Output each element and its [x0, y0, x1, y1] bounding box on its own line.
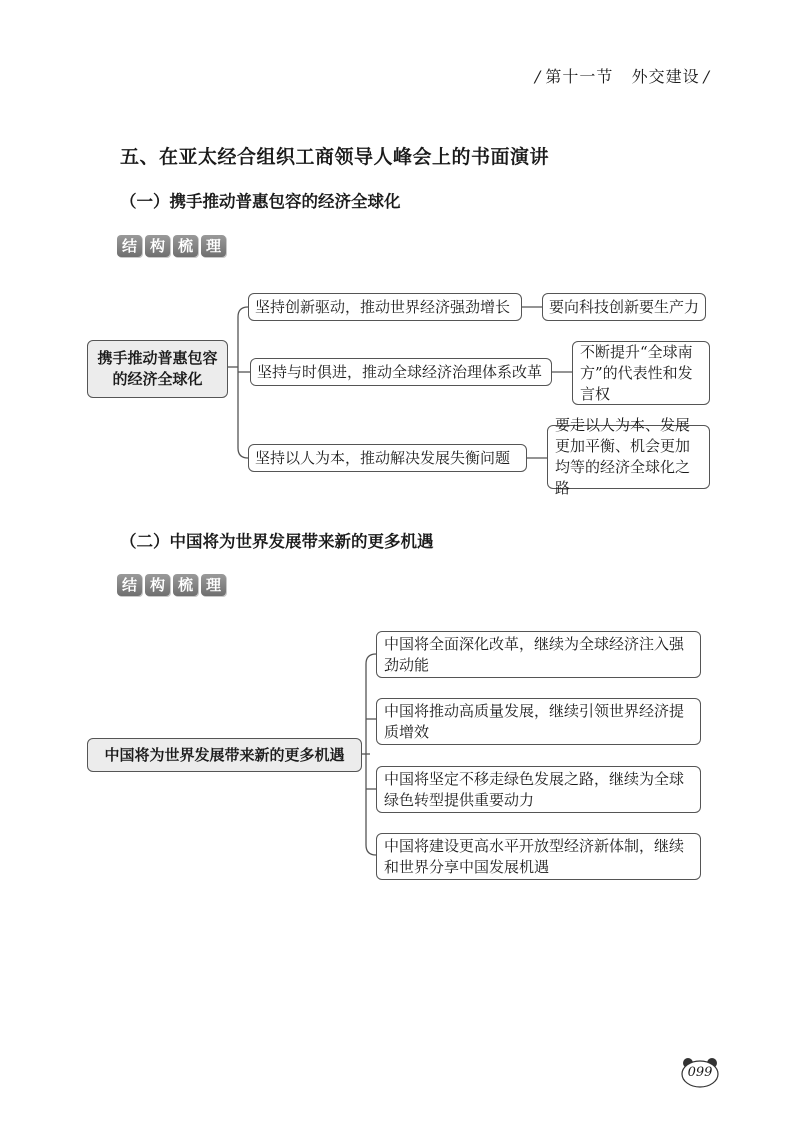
badge-char: 结 [117, 235, 142, 257]
opportunity-item: 中国将建设更高水平开放型经济新体制，继续和世界分享中国发展机遇 [376, 833, 701, 880]
badge-char: 理 [201, 574, 226, 596]
badge-char: 梳 [173, 235, 198, 257]
leaf-people: 要走以人为本、发展更加平衡、机会更加均等的经济全球化之路 [547, 425, 710, 489]
branch-innovation: 坚持创新驱动，推动世界经济强劲增长 [248, 293, 522, 321]
opportunity-item: 中国将坚定不移走绿色发展之路，继续为全球绿色转型提供重要动力 [376, 766, 701, 813]
subheading-1: （一）携手推动普惠包容的经济全球化 [120, 192, 401, 211]
header-topic: 外交建设 [631, 67, 700, 86]
badge-char: 构 [145, 574, 170, 596]
structure-badge-2 [117, 574, 226, 596]
opportunity-item: 中国将全面深化改革，继续为全球经济注入强劲动能 [376, 631, 701, 678]
leaf-innovation: 要向科技创新要生产力 [542, 293, 706, 321]
section-heading: 五、在亚太经合组织工商领导人峰会上的书面演讲 [120, 146, 550, 168]
mindmap-root-2: 中国将为世界发展带来新的更多机遇 [87, 738, 362, 772]
header-section: 第十一节 [545, 67, 614, 86]
badge-char: 理 [201, 235, 226, 257]
subheading-2: （二）中国将为世界发展带来新的更多机遇 [120, 532, 434, 551]
branch-people: 坚持以人为本，推动解决发展失衡问题 [248, 444, 527, 472]
opportunity-item: 中国将推动高质量发展，继续引领世界经济提质增效 [376, 698, 701, 745]
mindmap-root-1: 携手推动普惠包容的经济全球化 [87, 340, 228, 398]
page-number-text: 099 [687, 1065, 713, 1080]
badge-char: 结 [117, 574, 142, 596]
badge-char: 梳 [173, 574, 198, 596]
running-header: / 第十一节 外交建设 / [534, 67, 710, 86]
page-number [680, 1056, 720, 1088]
leaf-reform: 不断提升“全球南方”的代表性和发言权 [572, 341, 710, 405]
badge-char: 构 [145, 235, 170, 257]
branch-reform: 坚持与时俱进，推动全球经济治理体系改革 [250, 358, 552, 386]
